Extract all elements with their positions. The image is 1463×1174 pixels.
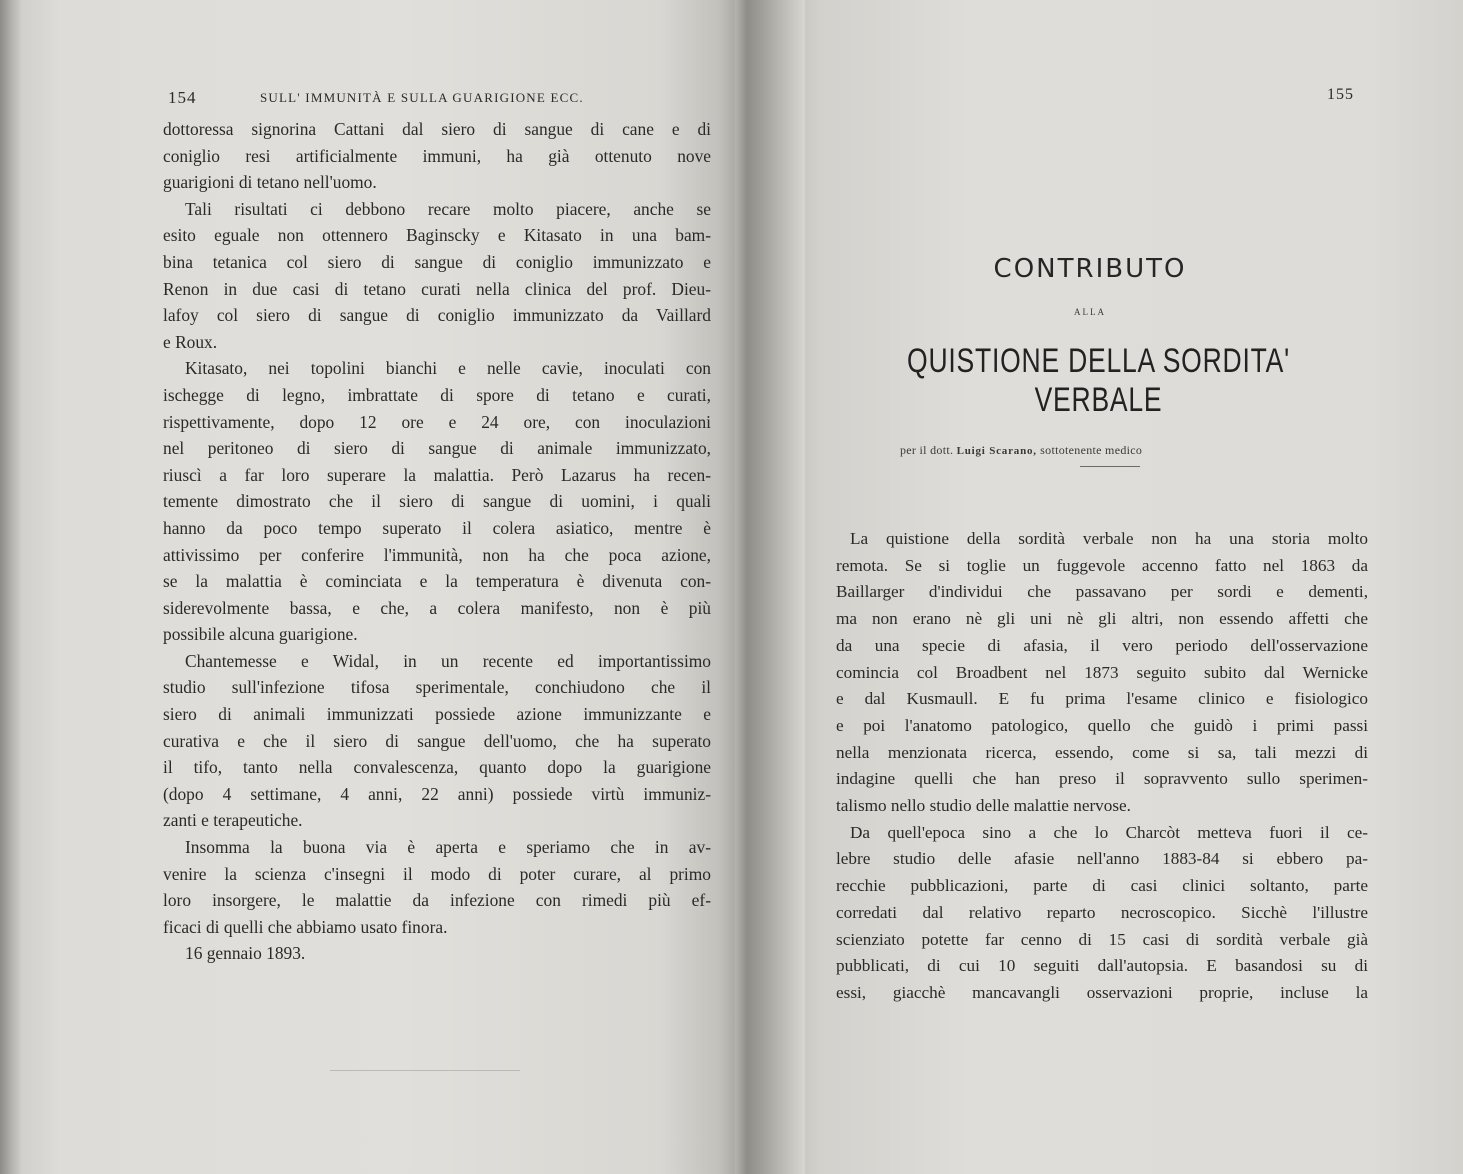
text-line: da una specie di afasia, il vero periodo dell'osservazione — [836, 635, 1368, 655]
text-line: Renon in due casi di tetano curati nella clinica del prof. Dieu- — [163, 278, 711, 299]
left-page-number: 154 — [168, 88, 197, 107]
text-line: lebre studio delle afasie nell'anno 1883-84 si ebbero pa- — [836, 849, 1368, 869]
text-line: comincia col Broadbent nel 1873 seguito subito dal Wernicke — [836, 662, 1368, 682]
text-line: attivissimo per conferire l'immunità, non ha che poca azione, — [163, 544, 711, 565]
text-line: rispettivamente, dopo 12 ore e 24 ore, con inoculazioni — [163, 411, 711, 432]
text-line: venire la scienza c'insegni il modo di poter curare, al primo — [163, 863, 711, 884]
text-line: pubblicati, di cui 10 seguiti dall'autopsia. E basandosi su di — [836, 956, 1368, 976]
text-line: corredati dal relativo reparto necroscopico. Sicchè l'illustre — [836, 902, 1368, 922]
text-line: remota. Se si toglie un fuggevole accenno fatto nel 1863 da — [836, 555, 1368, 575]
text-line: coniglio resi artificialmente immuni, ha già ottenuto nove — [163, 145, 711, 166]
text-line: Tali risultati ci debbono recare molto piacere, anche se — [185, 198, 711, 219]
footer-rule — [330, 1070, 520, 1071]
text-line: nella menzionata ricerca, essendo, come si sa, tali mezzi di — [836, 742, 1368, 762]
right-page-number: 155 — [1327, 86, 1354, 103]
left-running-head — [168, 88, 728, 112]
text-line: siderevolmente bassa, e che, a colera manifesto, non è più — [163, 597, 711, 618]
author-suffix: sottotenente medico — [1040, 443, 1143, 457]
article-title: QUISTIONE DELLA SORDITA' VERBALE — [907, 342, 1290, 419]
text-line: ma non erano nè gli uni nè gli altri, non essendo affetti che — [836, 609, 1368, 629]
text-line: guarigioni di tetano nell'uomo. — [163, 172, 377, 193]
text-line: indagine quelli che han preso il sopravvento sullo sperimen- — [836, 769, 1368, 789]
author-line — [900, 443, 1280, 458]
text-line: essi, giacchè mancavangli osservazioni proprie, incluse la — [836, 982, 1368, 1002]
title-rule — [1080, 466, 1140, 467]
text-line: recchie pubblicazioni, parte di casi clinici soltanto, parte — [836, 876, 1368, 896]
heading-connector: ALLA — [1074, 307, 1106, 317]
text-line: talismo nello studio delle malattie nervose. — [836, 796, 1131, 816]
text-line: La quistione della sordità verbale non ha una storia molto — [850, 529, 1368, 548]
text-line: e Roux. — [163, 331, 218, 352]
text-line: loro insorgere, le malattie da infezione con rimedi più ef- — [163, 890, 711, 911]
text-line: il tifo, tanto nella convalescenza, quanto dopo la guarigione — [163, 757, 711, 778]
text-line: studio sull'infezione tifosa sperimentale, conchiudono che il — [163, 677, 711, 698]
text-line: esito eguale non ottennero Baginscky e Kitasato in una bam- — [163, 225, 711, 246]
text-line: Kitasato, nei topolini bianchi e nelle cavie, inoculati con — [185, 358, 711, 379]
text-line: ischegge di legno, imbrattate di spore di tetano e curati, — [163, 384, 711, 405]
text-line: e dal Kusmaull. E fu prima l'esame clinico e fisiologico — [836, 689, 1368, 709]
article-heading: CONTRIBUTO — [993, 254, 1187, 284]
text-line: possibile alcuna guarigione. — [163, 624, 358, 645]
text-line: bina tetanica col siero di sangue di coniglio immunizzato e — [163, 251, 711, 272]
text-line: Insomma la buona via è aperta e speriamo che in av- — [185, 837, 711, 858]
text-line: lafoy col siero di sangue di coniglio immunizzato da Vaillard — [163, 305, 711, 326]
text-line: Chantemesse e Widal, in un recente ed importantissimo — [185, 650, 711, 671]
left-body-text — [163, 116, 711, 967]
text-line: zanti e terapeutiche. — [163, 810, 303, 831]
text-line: scienziato potette far cenno di 15 casi di sordità verbale già — [836, 929, 1368, 949]
text-line: Baillarger d'individui che passavano per sordi e dementi, — [836, 582, 1368, 602]
left-running-title: SULL' IMMUNITÀ E SULLA GUARIGIONE ECC. — [260, 90, 584, 105]
book-gutter — [735, 0, 805, 1174]
page-edge-shadow — [0, 0, 22, 1174]
author-prefix: per il dott. — [900, 443, 954, 457]
text-line: e poi l'anatomo patologico, quello che guidò i primi passi — [836, 715, 1368, 735]
text-line: dottoressa signorina Cattani dal siero di sangue di cane e di — [163, 119, 711, 139]
right-body-text — [836, 526, 1368, 1007]
text-line: Da quell'epoca sino a che lo Charcòt metteva fuori il ce- — [850, 822, 1368, 842]
author-name: Luigi Scarano, — [956, 445, 1037, 457]
text-line: riuscì a far loro superare la malattia. Però Lazarus ha recen- — [163, 464, 711, 485]
text-line: temente dimostrato che il siero di sangue di uomini, i quali — [163, 491, 711, 512]
text-line: (dopo 4 settimane, 4 anni, 22 anni) possiede virtù immuniz- — [163, 783, 711, 804]
text-line: nel peritoneo di siero di sangue di animale immunizzato, — [163, 438, 711, 459]
text-line: se la malattia è cominciata e la temperatura è divenuta con- — [163, 571, 711, 592]
text-line: curativa e che il siero di sangue dell'uomo, che ha superato — [163, 730, 711, 751]
date-line: 16 gennaio 1893. — [185, 943, 306, 964]
text-line: ficaci di quelli che abbiamo usato finora. — [163, 916, 448, 937]
text-line: hanno da poco tempo superato il colera asiatico, mentre è — [163, 517, 711, 538]
text-line: siero di animali immunizzati possiede azione immunizzante e — [163, 704, 711, 725]
